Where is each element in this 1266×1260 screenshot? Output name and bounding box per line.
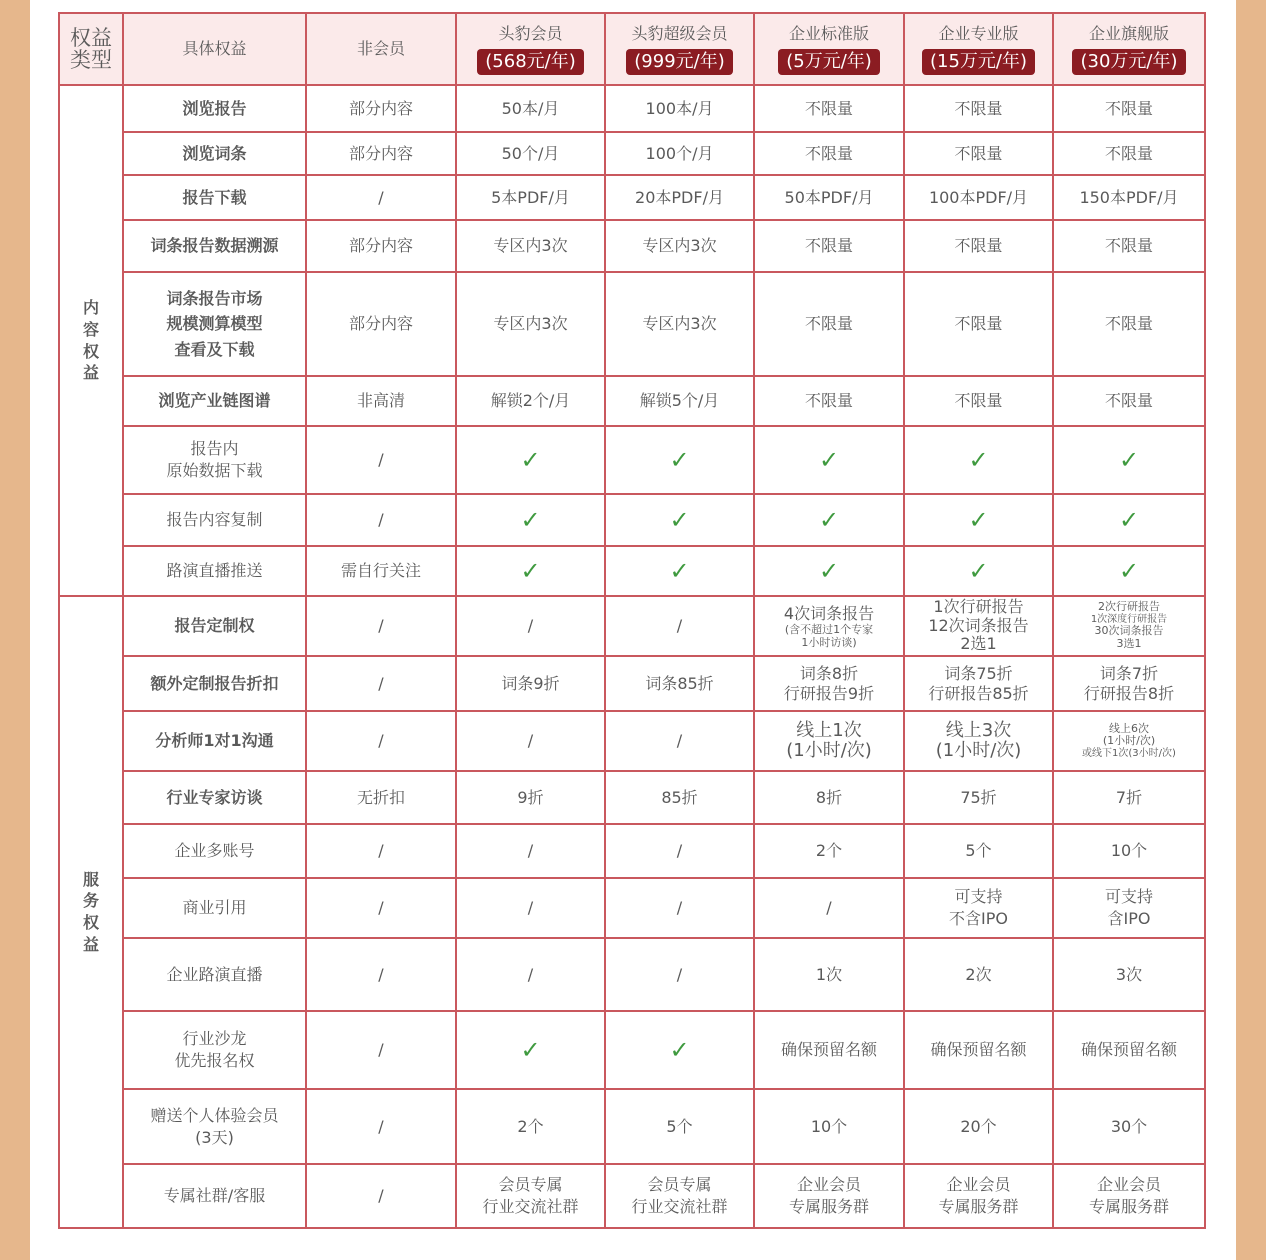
benefit-line: 词条报告市场 <box>166 288 263 308</box>
cell-note: 3选1 <box>1116 637 1142 651</box>
cell: 20本PDF/月 <box>605 175 754 220</box>
cell: 不限量 <box>754 272 904 376</box>
cell: 10个 <box>754 1089 904 1164</box>
check-icon: ✓ <box>520 1035 541 1064</box>
table-row <box>59 220 1205 272</box>
price-badge: (999元/年) <box>626 49 732 75</box>
category-char: 益 <box>82 934 99 954</box>
cell-line: (1小时/次) <box>786 740 872 761</box>
cell <box>904 546 1053 596</box>
cell-line: 词条8折 <box>799 664 859 684</box>
table-row <box>59 272 1205 376</box>
header-type <box>59 13 123 85</box>
cell-line: 1次行研报告 <box>933 597 1024 617</box>
cell <box>605 546 754 596</box>
cell-line: 行业交流社群 <box>631 1197 728 1216</box>
check-icon: ✓ <box>520 556 541 585</box>
cell: / <box>306 494 456 546</box>
cell <box>904 426 1053 494</box>
price-badge: (568元/年) <box>477 49 583 75</box>
cell-line: 2选1 <box>960 634 997 654</box>
cell-line: 专属服务群 <box>788 1197 869 1216</box>
category-char: 服 <box>82 869 99 889</box>
cell: 不限量 <box>904 85 1053 132</box>
cell: 50个/月 <box>456 132 605 175</box>
cell: 1次 <box>754 938 904 1011</box>
check-icon: ✓ <box>1118 556 1140 585</box>
cell: 专区内3次 <box>605 272 754 376</box>
header-standard-label: 企业标准版 <box>788 24 869 44</box>
table-row <box>59 1089 1205 1164</box>
cell <box>1053 656 1205 711</box>
check-icon: ✓ <box>1118 445 1140 474</box>
cell: 非高清 <box>306 376 456 426</box>
cell <box>1053 711 1205 771</box>
cell: / <box>306 711 456 771</box>
cell: / <box>456 711 605 771</box>
cell <box>605 1164 754 1228</box>
cell: / <box>306 656 456 711</box>
cell <box>754 426 904 494</box>
cell: 部分内容 <box>306 272 456 376</box>
table-row <box>59 175 1205 220</box>
benefit-name: 报告定制权 <box>123 596 306 656</box>
cell: 不限量 <box>904 220 1053 272</box>
cell-line: 可支持 <box>954 887 1003 907</box>
cell: 不限量 <box>754 85 904 132</box>
cell: 2次 <box>904 938 1053 1011</box>
cell <box>1053 426 1205 494</box>
cell-line: 线上3次 <box>945 720 1012 742</box>
cell: 不限量 <box>1053 376 1205 426</box>
cell: / <box>306 1164 456 1228</box>
header-non-member: 非会员 <box>306 13 456 85</box>
cell <box>904 596 1053 656</box>
check-icon: ✓ <box>818 556 840 585</box>
cell-note: 1小时访谈) <box>801 635 857 649</box>
cell <box>904 711 1053 771</box>
cell-line: 行业交流社群 <box>482 1197 579 1216</box>
cell: / <box>754 878 904 938</box>
cell: 专区内3次 <box>456 272 605 376</box>
cell-line: 专属服务群 <box>1088 1197 1169 1216</box>
header-enterprise-standard <box>754 13 904 85</box>
cell-line: 专属服务群 <box>938 1197 1019 1216</box>
benefit-name: 行业专家访谈 <box>123 771 306 824</box>
table-row <box>59 494 1205 546</box>
cell: 专区内3次 <box>456 220 605 272</box>
cell-note: 2次行研报告 <box>1098 600 1160 614</box>
table-row <box>59 132 1205 175</box>
header-super-member <box>605 13 754 85</box>
cell: / <box>306 596 456 656</box>
table-row <box>59 596 1205 656</box>
benefit-name: 词条报告数据溯源 <box>123 220 306 272</box>
price-badge: (5万元/年) <box>778 49 880 75</box>
benefit-name: 分析师1对1沟通 <box>123 711 306 771</box>
cell: 50本/月 <box>456 85 605 132</box>
cell: 100本PDF/月 <box>904 175 1053 220</box>
cell: 5个 <box>904 824 1053 878</box>
benefit-name <box>123 426 306 494</box>
table-row <box>59 711 1205 771</box>
cell-line: (1小时/次) <box>935 740 1022 761</box>
cell: / <box>456 596 605 656</box>
cell <box>754 1164 904 1228</box>
cell: 100个/月 <box>605 132 754 175</box>
cell: 5本PDF/月 <box>456 175 605 220</box>
category-char: 容 <box>82 319 99 339</box>
check-icon: ✓ <box>968 505 989 534</box>
benefit-name: 浏览报告 <box>123 85 306 132</box>
table-row <box>59 426 1205 494</box>
cell <box>456 546 605 596</box>
check-icon: ✓ <box>1118 505 1140 534</box>
cell: 8折 <box>754 771 904 824</box>
cell: 75折 <box>904 771 1053 824</box>
table-row <box>59 1011 1205 1089</box>
cell <box>605 1011 754 1089</box>
cell-line: 企业会员 <box>946 1175 1011 1195</box>
cell-line: 词条75折 <box>944 664 1013 684</box>
cell-line: 不含IPO <box>949 909 1008 928</box>
benefit-line: 规模测算模型 <box>166 314 263 334</box>
cell-line: 12次词条报告 <box>928 615 1029 635</box>
cell: 不限量 <box>754 132 904 175</box>
benefit-name: 企业路演直播 <box>123 938 306 1011</box>
category-char: 内 <box>82 298 99 318</box>
check-icon: ✓ <box>669 445 690 474</box>
cell: 不限量 <box>904 272 1053 376</box>
category-content <box>59 85 123 596</box>
cell: / <box>605 878 754 938</box>
cell <box>456 426 605 494</box>
cell-note: (1小时/次) <box>1102 734 1156 748</box>
cell-line: 会员专属 <box>647 1175 712 1195</box>
cell-line: 行研报告9折 <box>783 683 875 703</box>
cell-note: (含不超过1个专家 <box>784 623 874 637</box>
benefit-line: 原始数据下载 <box>166 461 263 480</box>
benefit-line: 行业沙龙 <box>182 1029 247 1049</box>
benefit-name <box>123 272 306 376</box>
cell: 确保预留名额 <box>904 1011 1053 1089</box>
cell: 不限量 <box>1053 272 1205 376</box>
benefit-name <box>123 1089 306 1164</box>
cell: 3次 <box>1053 938 1205 1011</box>
cell <box>904 656 1053 711</box>
cell: 85折 <box>605 771 754 824</box>
benefit-name: 报告内容复制 <box>123 494 306 546</box>
cell-note: 1次深度行研报告 <box>1090 613 1168 625</box>
table-row <box>59 546 1205 596</box>
cell: / <box>456 878 605 938</box>
table-row <box>59 376 1205 426</box>
cell <box>456 1164 605 1228</box>
cell: 不限量 <box>754 220 904 272</box>
cell <box>904 494 1053 546</box>
table-row <box>59 85 1205 132</box>
header-row <box>59 13 1205 85</box>
table-row <box>59 1164 1205 1228</box>
table-row <box>59 771 1205 824</box>
benefit-line: 报告内 <box>190 439 239 459</box>
cell <box>1053 1164 1205 1228</box>
header-member-label: 头豹会员 <box>498 24 563 44</box>
header-flagship-label: 企业旗舰版 <box>1088 24 1169 44</box>
cell <box>754 711 904 771</box>
cell <box>904 1164 1053 1228</box>
cell: 词条9折 <box>456 656 605 711</box>
header-benefit: 具体权益 <box>123 13 306 85</box>
cell: 7折 <box>1053 771 1205 824</box>
cell: / <box>306 938 456 1011</box>
cell-line: 词条7折 <box>1099 664 1159 684</box>
check-icon: ✓ <box>669 1035 690 1064</box>
cell: / <box>306 1011 456 1089</box>
check-icon: ✓ <box>968 445 989 474</box>
cell <box>605 494 754 546</box>
cell: 不限量 <box>1053 220 1205 272</box>
cell: 确保预留名额 <box>754 1011 904 1089</box>
cell <box>904 878 1053 938</box>
cell: 20个 <box>904 1089 1053 1164</box>
table-row <box>59 938 1205 1011</box>
benefit-name <box>123 1011 306 1089</box>
benefit-name: 浏览产业链图谱 <box>123 376 306 426</box>
cell: 专区内3次 <box>605 220 754 272</box>
cell: 无折扣 <box>306 771 456 824</box>
check-icon: ✓ <box>520 445 541 474</box>
benefit-name: 专属社群/客服 <box>123 1164 306 1228</box>
benefit-line: 赠送个人体验会员 <box>150 1105 279 1125</box>
membership-comparison-table <box>58 12 1206 1229</box>
cell: / <box>306 878 456 938</box>
check-icon: ✓ <box>818 445 840 474</box>
cell <box>754 656 904 711</box>
check-icon: ✓ <box>669 505 690 534</box>
cell: 确保预留名额 <box>1053 1011 1205 1089</box>
cell <box>1053 546 1205 596</box>
cell: / <box>605 938 754 1011</box>
cell: / <box>605 824 754 878</box>
table-row <box>59 878 1205 938</box>
cell: / <box>306 1089 456 1164</box>
cell <box>754 596 904 656</box>
price-badge: (15万元/年) <box>922 49 1035 75</box>
cell: / <box>306 426 456 494</box>
cell-note: 线上6次 <box>1109 721 1149 735</box>
cell: 5个 <box>605 1089 754 1164</box>
cell-line: 线上1次 <box>796 720 862 742</box>
cell <box>754 546 904 596</box>
category-char: 权 <box>82 341 99 361</box>
cell: / <box>306 175 456 220</box>
check-icon: ✓ <box>669 556 690 585</box>
cell: 30个 <box>1053 1089 1205 1164</box>
cell: 2个 <box>754 824 904 878</box>
cell: 词条85折 <box>605 656 754 711</box>
cell <box>1053 878 1205 938</box>
cell: 解锁5个/月 <box>605 376 754 426</box>
cell: 需自行关注 <box>306 546 456 596</box>
price-badge: (30万元/年) <box>1072 49 1185 75</box>
cell: / <box>456 938 605 1011</box>
cell: / <box>605 711 754 771</box>
cell: 50本PDF/月 <box>754 175 904 220</box>
cell <box>1053 494 1205 546</box>
check-icon: ✓ <box>968 556 989 585</box>
cell: 部分内容 <box>306 85 456 132</box>
cell: 不限量 <box>1053 85 1205 132</box>
cell: 解锁2个/月 <box>456 376 605 426</box>
cell-note: 或线下1次(3小时/次) <box>1082 747 1176 759</box>
check-icon: ✓ <box>520 505 541 534</box>
cell-line: 含IPO <box>1107 909 1151 928</box>
header-enterprise-flagship <box>1053 13 1205 85</box>
benefit-line: (3天) <box>195 1127 234 1147</box>
benefit-name: 浏览词条 <box>123 132 306 175</box>
cell: 9折 <box>456 771 605 824</box>
cell: 不限量 <box>904 376 1053 426</box>
cell-line: 可支持 <box>1104 887 1153 907</box>
cell <box>754 494 904 546</box>
benefit-name: 额外定制报告折扣 <box>123 656 306 711</box>
category-char: 益 <box>82 363 99 383</box>
cell: 不限量 <box>754 376 904 426</box>
cell-line: 企业会员 <box>796 1175 861 1195</box>
category-char: 权 <box>82 913 99 932</box>
header-enterprise-pro <box>904 13 1053 85</box>
cell-line: 行研报告8折 <box>1083 683 1175 703</box>
header-pro-label: 企业专业版 <box>938 24 1019 44</box>
cell <box>456 1011 605 1089</box>
cell: 150本PDF/月 <box>1053 175 1205 220</box>
cell-line: 企业会员 <box>1096 1175 1161 1195</box>
benefit-name: 企业多账号 <box>123 824 306 878</box>
cell: 2个 <box>456 1089 605 1164</box>
benefit-name: 路演直播推送 <box>123 546 306 596</box>
table-row <box>59 824 1205 878</box>
header-member <box>456 13 605 85</box>
cell: / <box>456 824 605 878</box>
cell-line: 会员专属 <box>498 1175 563 1195</box>
benefit-name: 报告下载 <box>123 175 306 220</box>
cell: 部分内容 <box>306 220 456 272</box>
cell-line: 行研报告85折 <box>928 683 1029 703</box>
cell <box>605 426 754 494</box>
header-type-label: 权益类型 <box>70 25 112 72</box>
header-super-label: 头豹超级会员 <box>631 24 728 44</box>
cell: 10个 <box>1053 824 1205 878</box>
cell: 不限量 <box>1053 132 1205 175</box>
cell: 不限量 <box>904 132 1053 175</box>
cell: 部分内容 <box>306 132 456 175</box>
category-char: 务 <box>82 891 99 911</box>
category-service <box>59 596 123 1228</box>
cell-note: 30次词条报告 <box>1094 624 1164 638</box>
cell: / <box>605 596 754 656</box>
cell-line: 4次词条报告 <box>783 603 875 623</box>
check-icon: ✓ <box>818 505 840 534</box>
cell: 100本/月 <box>605 85 754 132</box>
cell <box>456 494 605 546</box>
benefit-line: 优先报名权 <box>174 1051 255 1070</box>
cell <box>1053 596 1205 656</box>
benefit-line: 查看及下载 <box>174 339 255 359</box>
cell: / <box>306 824 456 878</box>
table-row <box>59 656 1205 711</box>
benefit-name: 商业引用 <box>123 878 306 938</box>
